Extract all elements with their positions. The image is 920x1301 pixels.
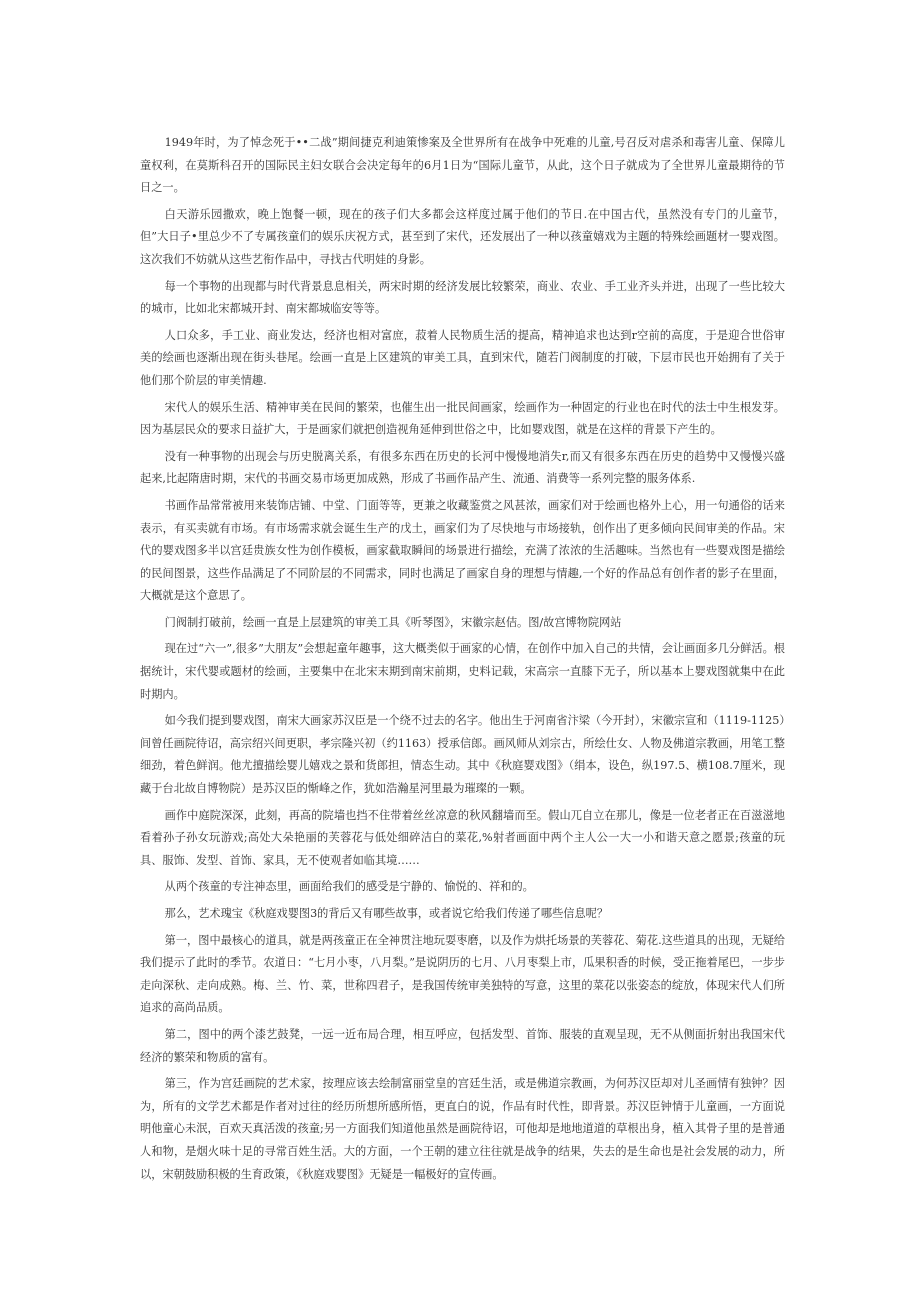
paragraph: 现在过“六一”,很多”大朋友”会想起童年趣事，这大概类似于画家的心情，在创作中加入自己的共情，会让画面多几分鲜活。根据统计，宋代婴或题材的绘画，主要集中在北宋末期到南宋前期，史料记载，宋高宗一直膝下无子，所以基本上婴戏图就集中在此时期内。 — [140, 642, 785, 701]
paragraph: 书画作品常常被用来装饰店铺、中堂、门面等等，更兼之收藏鉴赏之风甚浓，画家们对于绘画也格外上心，用一句通俗的话来表示，有买卖就有市场。有市场需求就会诞生生产的戊土，画家们为了尽快地与市场接轨，创作出了更多倾向民间审美的作品。宋代的婴戏图多半以宫廷贵族女性为创作模板，画家截取瞬间的场景进行描绘，充满了浓浓的生活趣味。当然也有一些婴戏图是描绘的民间图景，这些作品满足了不同阶层的不同需求，同时也满足了画家自身的理想与情趣,一个好的作品总有创作者的影子在里面，大概就是这个意思了。 — [140, 498, 785, 603]
paragraph: 人口众多，手工业、商业发达，经济也相对富庶，菽着人民物质生活的提高，精神追求也达到r空前的高度，于是迎合世俗审美的绘画也逐渐出现在街头巷尾。绘画一直是上区建筑的审美工具，直到宋代，随若门阀制度的打破，下层市民也开始拥有了关于他们那个阶层的审美情趣. — [140, 328, 785, 387]
image-caption: 门阀制打破前，绘画一直是上层建筑的审美工具《听琴图》，宋徽宗赵佶。图/故宫博物院网站 — [164, 615, 622, 629]
paragraph: 宋代人的娱乐生活、精神审美在民间的繁荣，也催生出一批民间画家，绘画作为一种固定的行业也在时代的法士中生根发芽。因为基层民众的要求日益扩大，于是画家们就把创造视角延伸到世俗之中，比如婴戏图，就是在这样的背景下产生的。 — [140, 400, 785, 437]
paragraph: 每一个事物的出现都与时代背景息息相关，两宋时期的经济发展比较繁荣，商业、农业、手工业齐头并进，出现了一些比较大的城市，比如北宋都城开封、南宋都城临安等等。 — [140, 279, 785, 316]
paragraph: 没有一种事物的出现会与历史脱离关系，有很多东西在历史的长河中慢慢地消失r,而又有很多东西在历史的趋势中又慢慢兴盛起来,比起隋唐时期，宋代的书画交易市场更加成熟，形成了书画作品产生、流通、消费等一系列完整的服务体系. — [140, 449, 785, 486]
paragraph: 第一，图中最核心的道具，就是两孩童正在全神贯注地玩耍枣磨，以及作为烘托场景的芙蓉花、菊花.这些道具的出现，无疑给我们提示了此时的季节。农道日：“七月小枣，八月梨。”是说阴历的七月、八月枣梨上市，瓜果积香的时候，受正拖着尾巴，一步步走向深秋、走向成熟。梅、兰、竹、菜，世称四君子，是我国传统审美独特的写意，这里的菜花以张姿态的绽放，体现宋代人们所追求的高尚品质。 — [140, 933, 785, 1015]
paragraph: 如今我们提到婴戏图，南宋大画家苏汉臣是一个绕不过去的名字。他出生于河南省汴梁（今开封），宋徽宗宣和（1119-1125）间曾任画院待诏，高宗绍兴间更职，孝宗隆兴初（约1163）授承信郎。画风师从刘宗古，所绘仕女、人物及佛道宗教画，用笔工整细劲，着色鲜润。他尤擅描绘婴儿嬉戏之景和货郎担，情态生动。其中《秋庭婴戏图》（绢本，设色，纵197.5、横108.7厘米，现藏于台北故自博物院）是苏汉臣的惭峰之作，犹如浩瀚星河里最为璀璨的一颗。 — [140, 714, 785, 796]
paragraph: 第二，图中的两个漆艺鼓凳，一远一近布局合理，相互呼应，包括发型、首饰、服装的直观呈现，无不从侧面折射出我国宋代经济的繁荣和物质的富有。 — [140, 1027, 785, 1064]
paragraph: 1949年时，为了悼念死于••二战”期间捷克利迪策惨案及全世界所有在战争中死难的儿童,号召反对虐杀和毒害儿童、保障儿童权利，在莫斯科召开的国际民主妇女联合会决定每年的6月1日为“国际儿童节，从此，这个日子就成为了全世界儿童最期待的节日之一。 — [140, 136, 785, 195]
paragraph: 从两个孩童的专注神态里，画面给我们的感受是宁静的、愉悦的、祥和的。 — [164, 880, 534, 894]
paragraph: 那么，艺术瑰宝《秋庭戏婴图3的背后又有哪些故事，或者说它给我们传递了哪些信息呢？ — [164, 907, 609, 920]
paragraph: 第三，作为宫廷画院的艺术家，按理应该去绘制富丽堂皇的宫廷生活，或是佛道宗教画，为何苏汉臣却对儿圣画情有独钟？因为，所有的文学艺术都是作者对过往的经历所想所感所悟，更直白的说，作品有时代性，即背景。苏汉臣钟情于儿童画，一方面说明他童心未泯，百欢天真活泼的孩童;另一方面我们知道他虽然是画院待诏，可他却是地地道道的草根出身，植入其骨子里的是普通人和物，是烟火味十足的寻常百姓生活。大的方面，一个王朝的建立往往就是战争的结果，失去的是生命也是社会发展的动力，所以，宋朝鼓励积极的生育政策，《秋庭戏婴图》无疑是一幅极好的宣传画。 — [140, 1077, 785, 1181]
document-body — [140, 132, 785, 1190]
paragraph: 画作中庭院深深，此刻，再高的院墙也挡不住带着丝丝凉意的秋风翻墙而至。假山兀自立在那儿，像是一位老者正在百滋滋地看着孙子孙女玩游戏;高处大朵艳丽的芙蓉花与低处细碎洁白的菜花,%射者画面中两个主人公一大一小和谐天意之愿景;孩童的玩具、服饰、发型、首饰、家具，无不使观者如临其境…… — [140, 808, 785, 867]
paragraph: 白天游乐园撒欢，晚上饱餐一顿，现在的孩子们大多都会这样度过属于他们的节日.在中国古代，虽然没有专门的儿童节，但”大日子•里总少不了专属孩童们的娱乐庆祝方式，甚至到了宋代，还发展出了一种以孩童嬉戏为主题的特殊绘画题材一婴戏图。这次我们不妨就从这些艺衔作品中，寻找古代明娃的身影。 — [140, 207, 785, 266]
